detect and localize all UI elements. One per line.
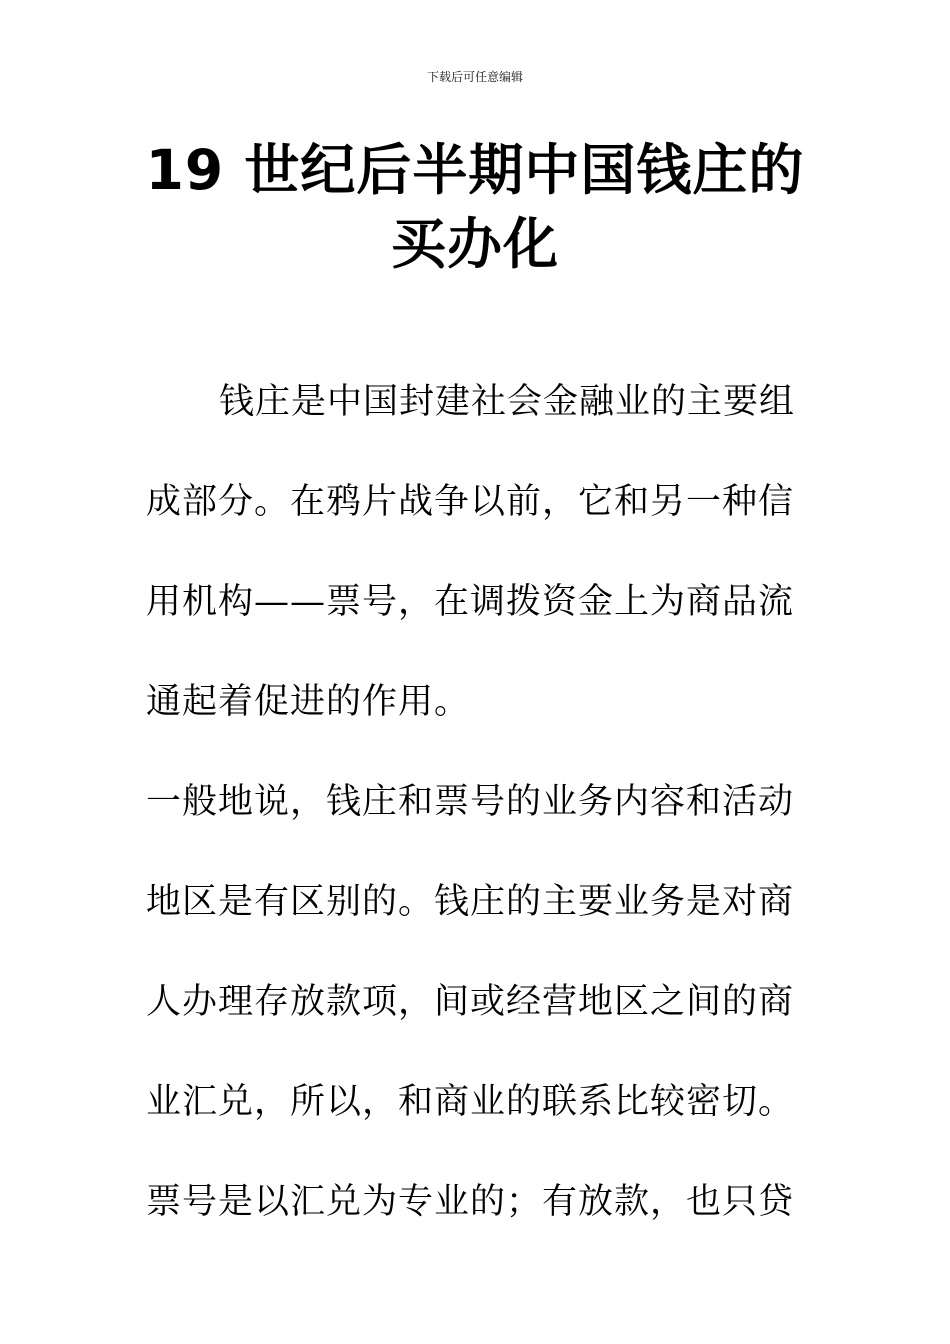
document-title (125, 133, 825, 281)
paragraph-line: 成部分。在鸦片战争以前，它和另一种信 (146, 482, 795, 522)
paragraph-line: 通起着促进的作用。 (146, 682, 471, 722)
paragraph-line: 业汇兑，所以，和商业的联系比较密切。 (146, 1082, 795, 1122)
title-line: 买办化 (390, 212, 559, 276)
paragraph-line: 人办理存放款项，间或经营地区之间的商 (146, 982, 795, 1022)
paragraph-line: 用机构——票号，在调拨资金上为商品流 (146, 582, 795, 622)
body-text (146, 374, 806, 1274)
paragraph-line: 钱庄是中国封建社会金融业的主要组 (219, 382, 796, 422)
paragraph-line: 票号是以汇兑为专业的；有放款，也只贷 (146, 1182, 795, 1222)
title-line: 19 世纪后半期中国钱庄的 (145, 138, 805, 202)
paragraph-line: 地区是有区别的。钱庄的主要业务是对商 (146, 882, 795, 922)
page-header-note: 下载后可任意编辑 (426, 70, 523, 84)
paragraph-line: 一般地说，钱庄和票号的业务内容和活动 (146, 782, 795, 822)
